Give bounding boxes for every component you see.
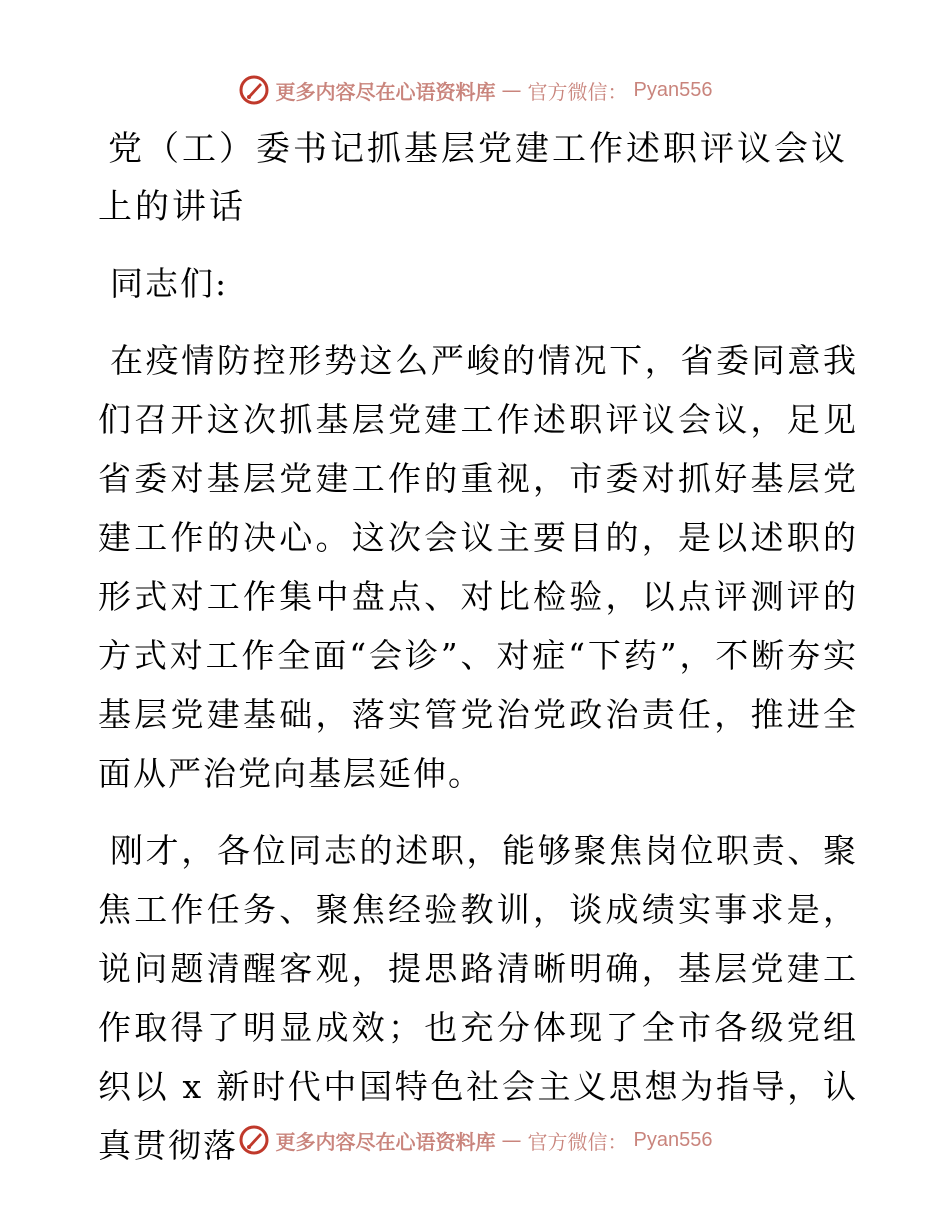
document-title: 党（工）委书记抓基层党建工作述职评议会议上的讲话 bbox=[98, 129, 848, 227]
watermark-site-text: 更多内容尽在心语资料库 bbox=[275, 79, 496, 104]
footer-watermark bbox=[0, 1120, 950, 1160]
salutation: 同志们: bbox=[110, 264, 229, 303]
watermark-wechat-id: Pyan556 bbox=[633, 78, 713, 101]
paragraph: 在疫情防控形势这么严峻的情况下，省委同意我们召开这次抓基层党建工作述职评议会议，足见省委对基层党建工作的重视，市委对抓好基层党建工作的决心。这次会议主要目的，是以述职的形式对工作集中盘点、对比检验，以点评测评的方式对工作全面“会诊”、对症“下药”，不断夯实基层党建基础，落实管党治党政治责任，推进全面从严治党向基层延伸。 bbox=[98, 341, 858, 793]
paragraph: 刚才，各位同志的述职，能够聚焦岗位职责、聚焦工作任务、聚焦经验教训，谈成绩实事求是，说问题清醒客观，提思路清晰明确，基层党建工作取得了明显成效；也充分体现了全市各级党组织以 x 新时代中国特色社会主义思想为指导，认真贯彻落 bbox=[98, 831, 858, 1165]
watermark-wechat-label: 官方微信： bbox=[527, 79, 628, 104]
watermark-dash: — bbox=[501, 78, 522, 102]
pen-in-circle-icon bbox=[238, 74, 270, 106]
watermark-dash: — bbox=[501, 1128, 522, 1152]
header-watermark bbox=[0, 70, 950, 110]
watermark-site-text: 更多内容尽在心语资料库 bbox=[275, 1129, 496, 1154]
watermark-wechat-id: Pyan556 bbox=[633, 1128, 713, 1151]
watermark-wechat-label: 官方微信： bbox=[527, 1129, 628, 1154]
pen-in-circle-icon bbox=[238, 1124, 270, 1156]
document-body bbox=[98, 120, 858, 1175]
